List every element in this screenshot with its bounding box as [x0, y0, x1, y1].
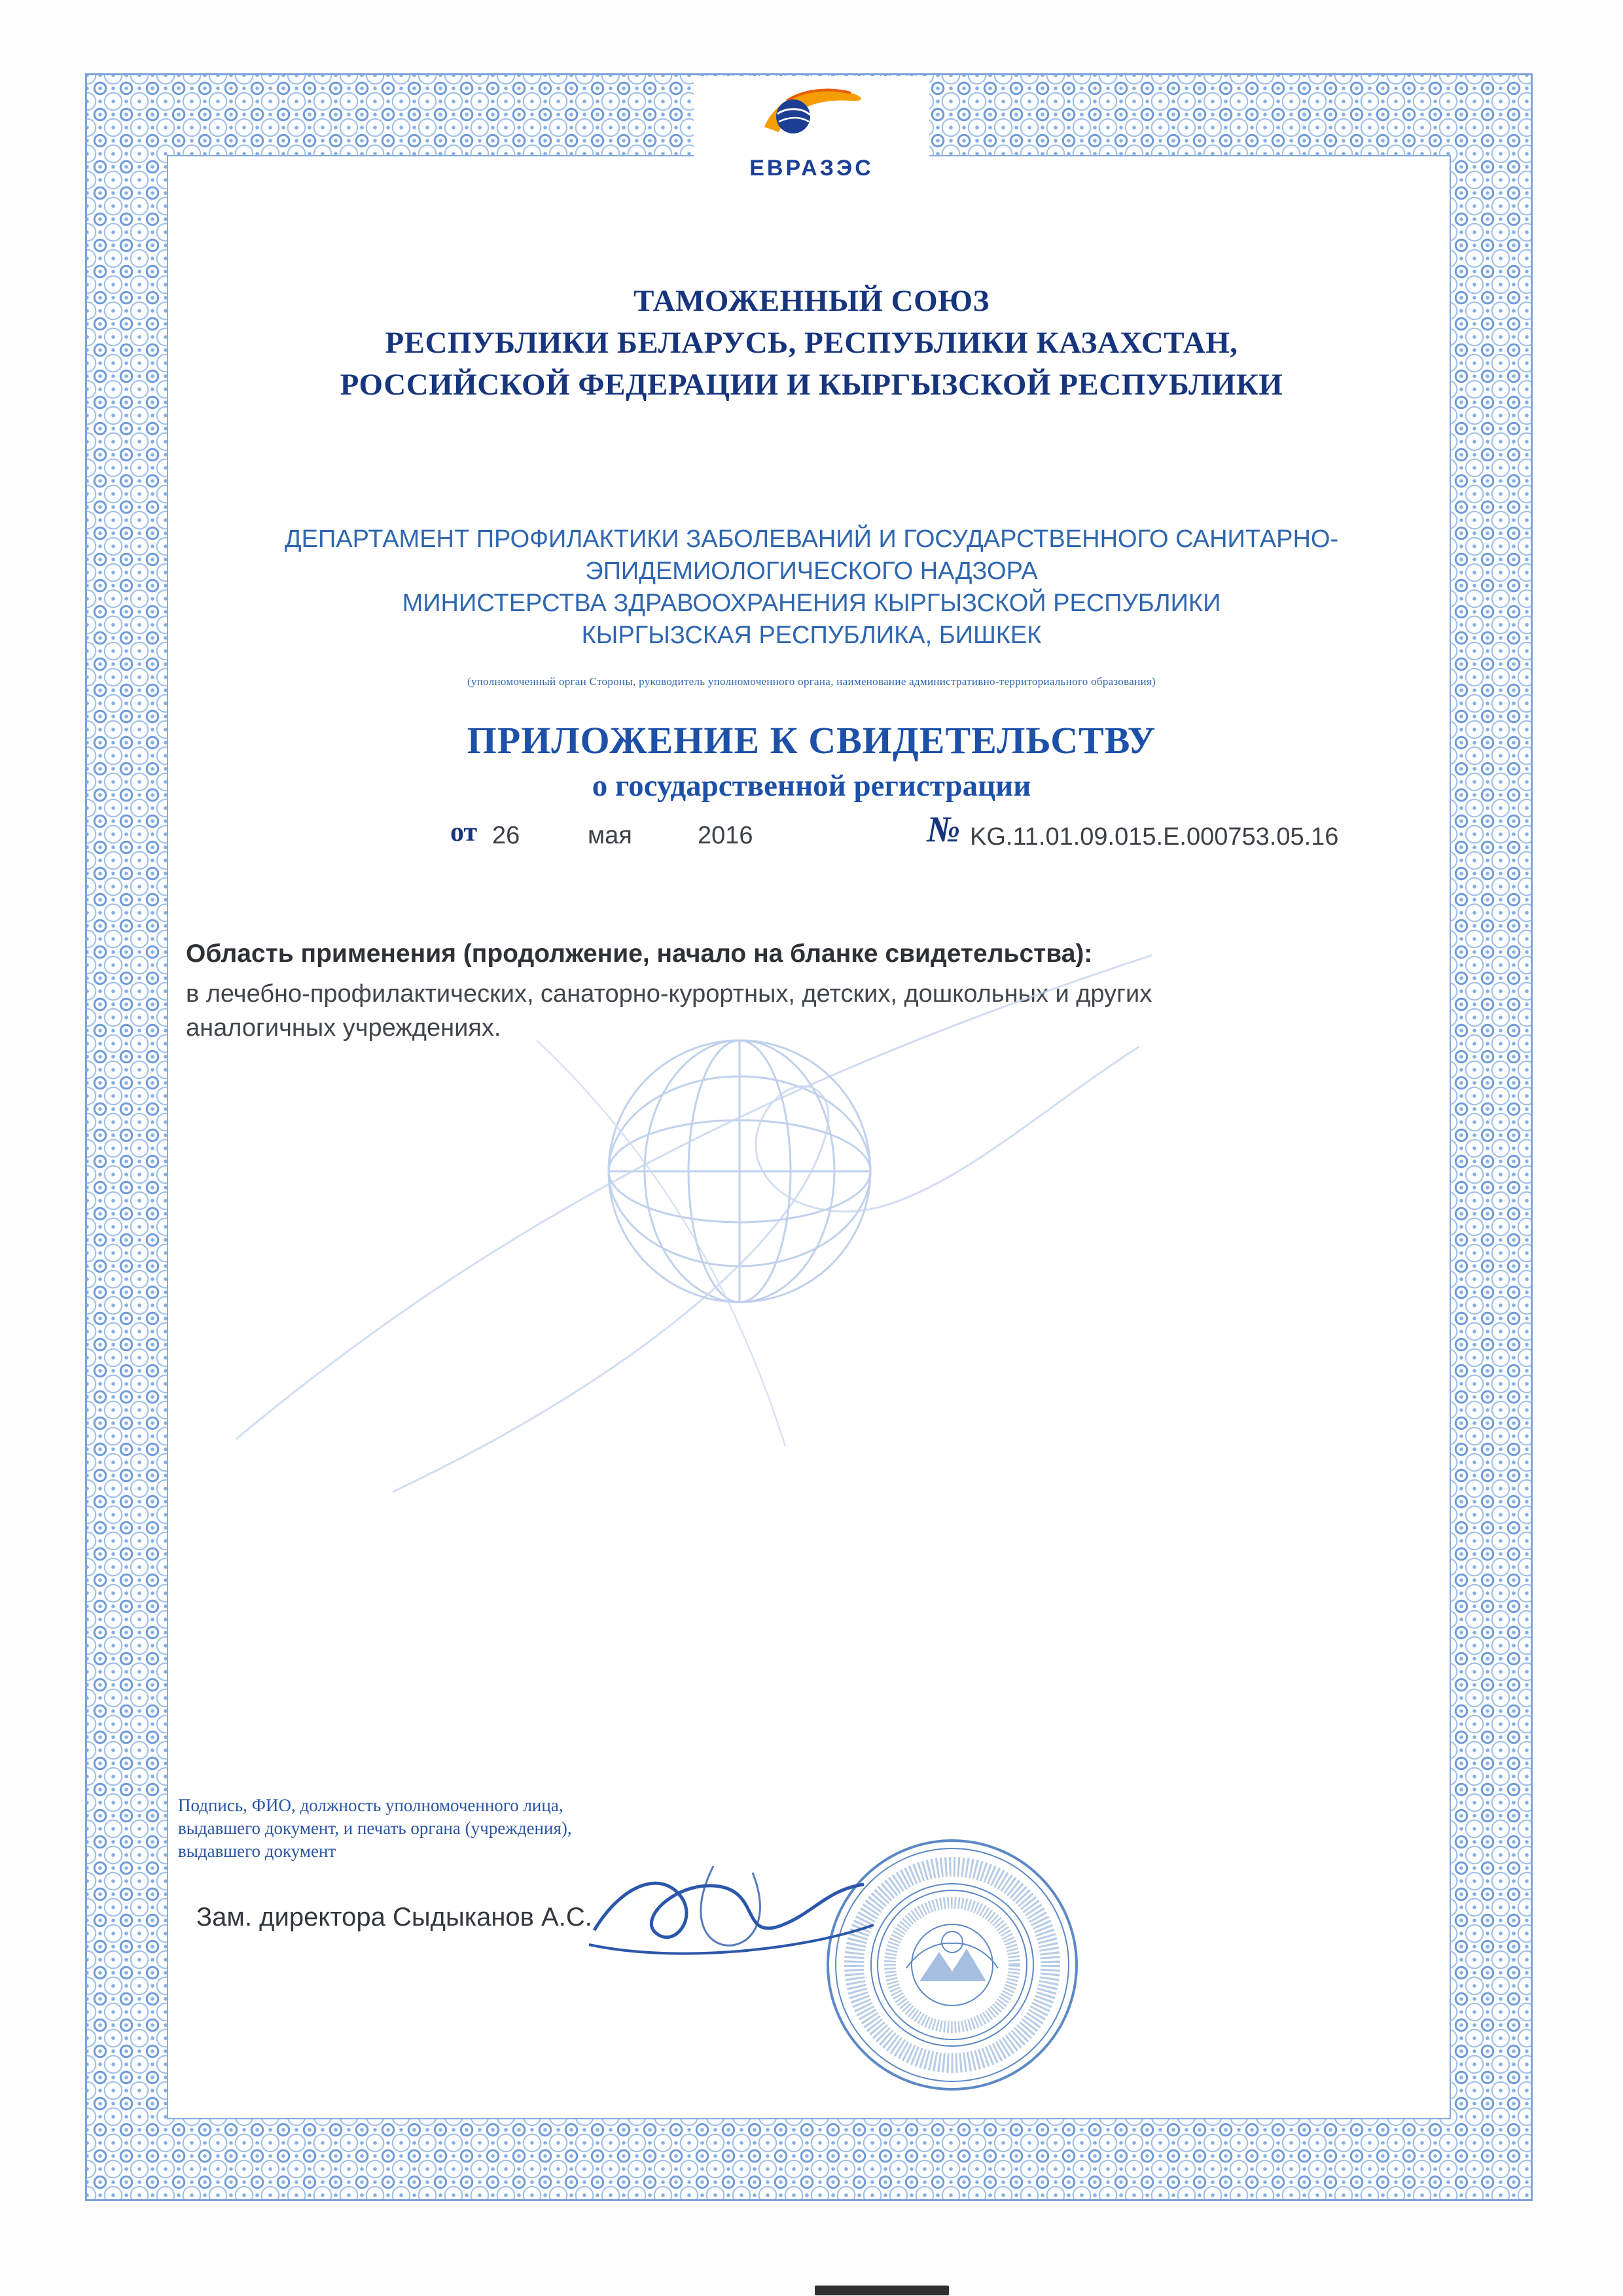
- authority-line3: МИНИСТЕРСТВА ЗДРАВООХРАНЕНИЯ КЫРГЫЗСКОЙ РЕСПУБЛИКИ: [402, 590, 1221, 617]
- authority-line2: ЭПИДЕМИОЛОГИЧЕСКОГО НАДЗОРА: [585, 557, 1038, 585]
- signature-stroke: [582, 1846, 883, 1977]
- authority-caption: (уполномоченный орган Стороны, руководитель уполномоченного органа, наименование административно-территориального образования): [467, 675, 1156, 688]
- footer-note-line3: выдавшего документ: [178, 1841, 336, 1861]
- eurasec-logo-text: ЕВРАЗЭС: [749, 156, 874, 181]
- authority-line4: КЫРГЫЗСКАЯ РЕСПУБЛИКА, БИШКЕК: [581, 622, 1042, 649]
- dateline: [0, 809, 1623, 866]
- date-year: 2016: [698, 822, 753, 849]
- union-header-line3: РОССИЙСКОЙ ФЕДЕРАЦИИ И КЫРГЫЗСКОЙ РЕСПУБЛИКИ: [340, 368, 1283, 402]
- application-area-line1: в лечебно-профилактических, санаторно-курортных, детских, дошкольных и других: [186, 980, 1152, 1008]
- date-from-label: от: [450, 817, 478, 847]
- date-month: мая: [588, 822, 632, 849]
- application-area-heading: Область применения (продолжение, начало на бланке свидетельства):: [186, 940, 1093, 968]
- document-title: ПРИЛОЖЕНИЕ К СВИДЕТЕЛЬСТВУ: [467, 719, 1156, 762]
- footer-note-line1: Подпись, ФИО, должность уполномоченного лица,: [178, 1795, 563, 1815]
- date-day: 26: [492, 822, 520, 849]
- scan-artifact-bar: [815, 2286, 949, 2295]
- union-header: [0, 280, 1623, 406]
- application-area-line2: аналогичных учреждениях.: [186, 1014, 501, 1042]
- eurasec-logo-icon: [753, 76, 870, 154]
- union-header-line1: ТАМОЖЕННЫЙ СОЮЗ: [633, 284, 990, 318]
- document-subtitle: о государственной регистрации: [592, 769, 1031, 803]
- eurasec-logo: [694, 76, 929, 217]
- number-sign: №: [927, 809, 961, 850]
- authority-line1: ДЕПАРТАМЕНТ ПРОФИЛАКТИКИ ЗАБОЛЕВАНИЙ И ГОСУДАРСТВЕННОГО САНИТАРНО-: [284, 525, 1339, 553]
- union-header-line2: РЕСПУБЛИКИ БЕЛАРУСЬ, РЕСПУБЛИКИ КАЗАХСТАН,: [385, 326, 1238, 360]
- registration-number: KG.11.01.09.015.E.000753.05.16: [970, 823, 1339, 851]
- footer-notes: [178, 1794, 572, 1863]
- signer-name: Зам. директора Сыдыканов А.С.: [196, 1903, 592, 1932]
- footer-note-line2: выдавшего документ, и печать органа (учреждения),: [178, 1818, 572, 1838]
- globe-watermark: [196, 877, 1178, 1544]
- issuing-authority: [0, 523, 1623, 652]
